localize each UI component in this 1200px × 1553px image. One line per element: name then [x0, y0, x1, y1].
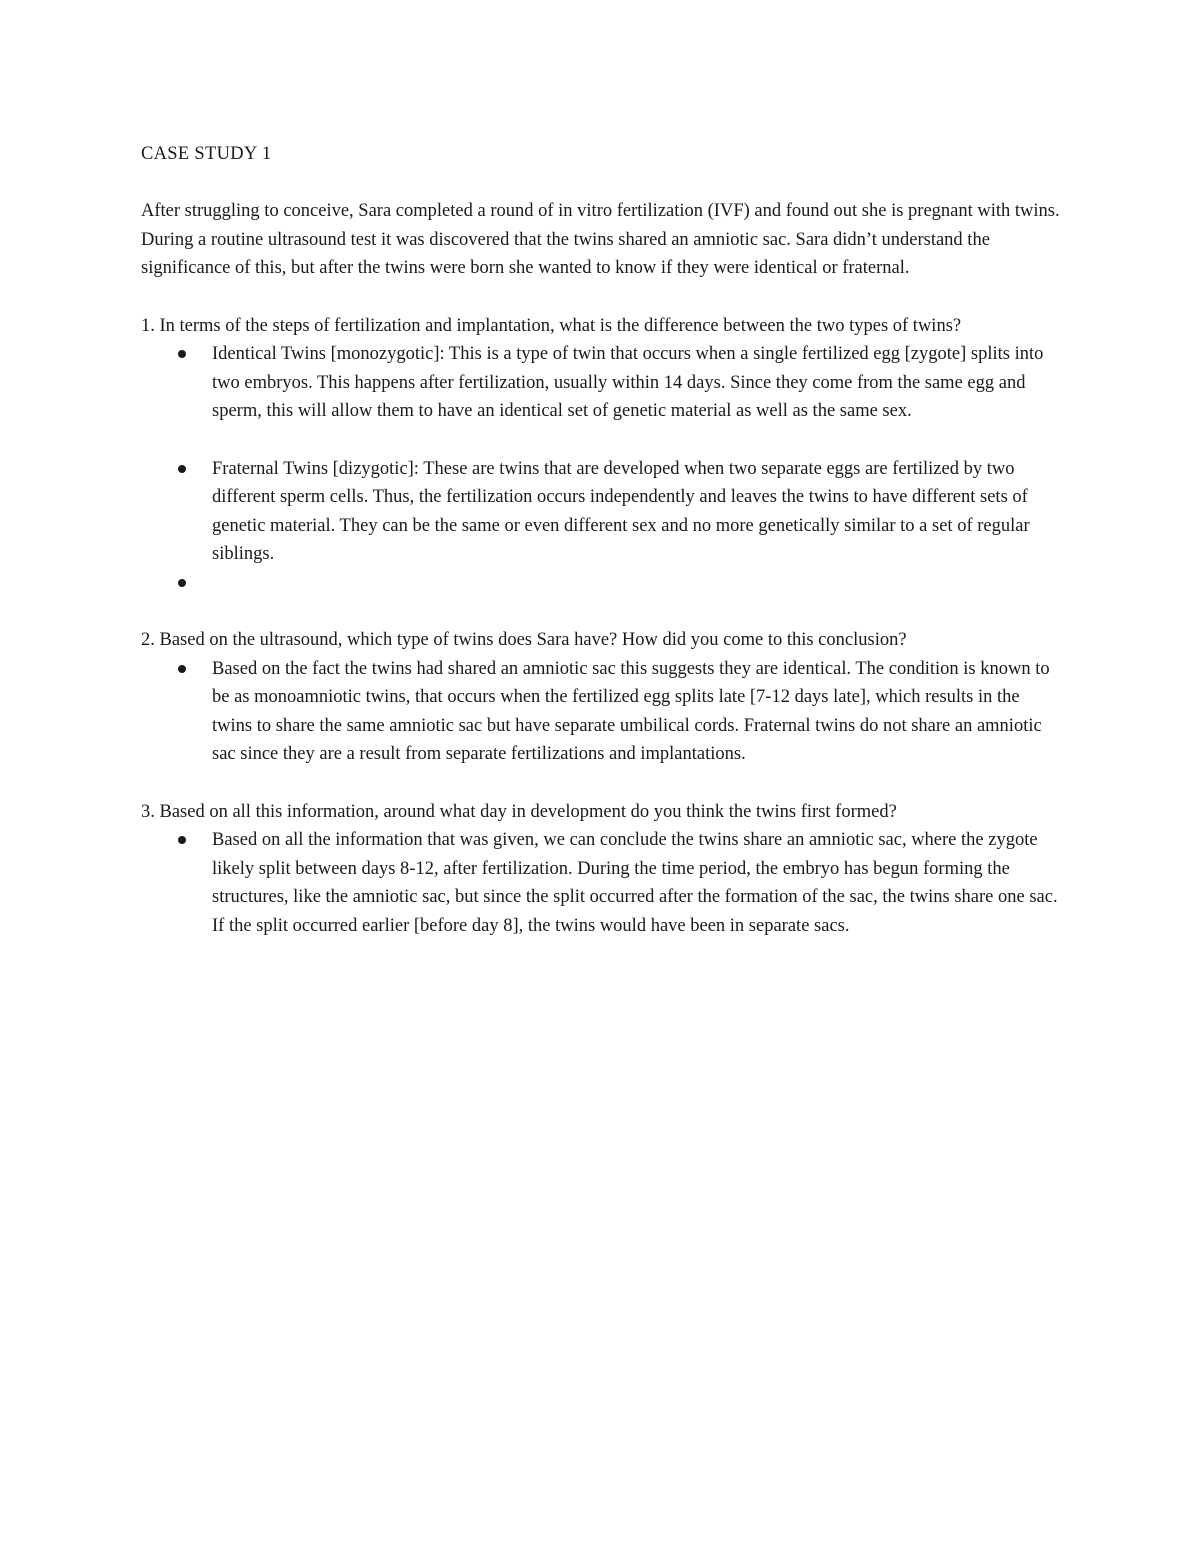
bullet-icon [178, 465, 186, 473]
spacer [141, 598, 1061, 627]
spacer [141, 169, 1061, 198]
spacer [141, 769, 1061, 798]
question-block-2 [141, 626, 1061, 769]
bullet-icon [178, 836, 186, 844]
question-block-1 [141, 312, 1061, 598]
answer-text: Fraternal Twins [dizygotic]: These are twins that are developed when two separate eggs are fertilized by two different sperm cells. Thus, the fertilization occurs independently and leaves the twins to have different sets of genetic material. They can be the same or even different sex and no more genetically similar to a set of regular siblings. [212, 458, 1030, 565]
answer-item-monoamniotic [141, 655, 1061, 769]
answer-item-timing [141, 826, 1061, 940]
question-3-answers [141, 826, 1061, 940]
answer-item-fraternal [141, 455, 1061, 569]
answer-item-empty [141, 569, 1061, 598]
answer-item-identical [141, 340, 1061, 426]
question-3-text: 3. Based on all this information, around what day in development do you think the twins first formed? [141, 801, 897, 822]
spacer [141, 283, 1061, 312]
question-1-text: 1. In terms of the steps of fertilization and implantation, what is the difference between the two types of twins? [141, 315, 962, 336]
question-2-text: 2. Based on the ultrasound, which type of twins does Sara have? How did you come to this conclusion? [141, 630, 907, 651]
bullet-icon [178, 665, 186, 673]
intro-paragraph: After struggling to conceive, Sara completed a round of in vitro fertilization (IVF) and found out she is pregnant with twins. During a routine ultrasound test it was discovered that the twins shared an amniotic sac. Sara didn’t understand the significance of this, but after the twins were born she wanted to know if they were identical or fraternal. [141, 201, 1060, 279]
question-block-3 [141, 798, 1061, 941]
document-body [141, 140, 1061, 941]
answer-text: Based on all the information that was given, we can conclude the twins share an amniotic sac, where the zygote likely split between days 8-12, after fertilization. During the time period, the embryo has begun forming the structures, like the amniotic sac, but since the split occurred after the formation of the sac, the twins share one sac. If the split occurred earlier [before day 8], the twins would have been in separate sacs. [212, 830, 1058, 937]
answer-text: Identical Twins [monozygotic]: This is a type of twin that occurs when a single fertilized egg [zygote] splits into two embryos. This happens after fertilization, usually within 14 days. Since they come from the same egg and sperm, this will allow them to have an identical set of genetic material as well as the same sex. [212, 344, 1044, 422]
case-study-title: CASE STUDY 1 [141, 144, 272, 164]
question-1-answers [141, 340, 1061, 597]
bullet-icon [178, 350, 186, 358]
question-2-answers [141, 655, 1061, 769]
bullet-icon [178, 579, 186, 587]
answer-text: Based on the fact the twins had shared an amniotic sac this suggests they are identical. The condition is known to be as monoamniotic twins, that occurs when the fertilized egg splits late [7-12 days late], which results in the twins to share the same amniotic sac but have separate umbilical cords. Fraternal twins do not share an amniotic sac since they are a result from separate fertilizations and implantations. [212, 658, 1050, 765]
